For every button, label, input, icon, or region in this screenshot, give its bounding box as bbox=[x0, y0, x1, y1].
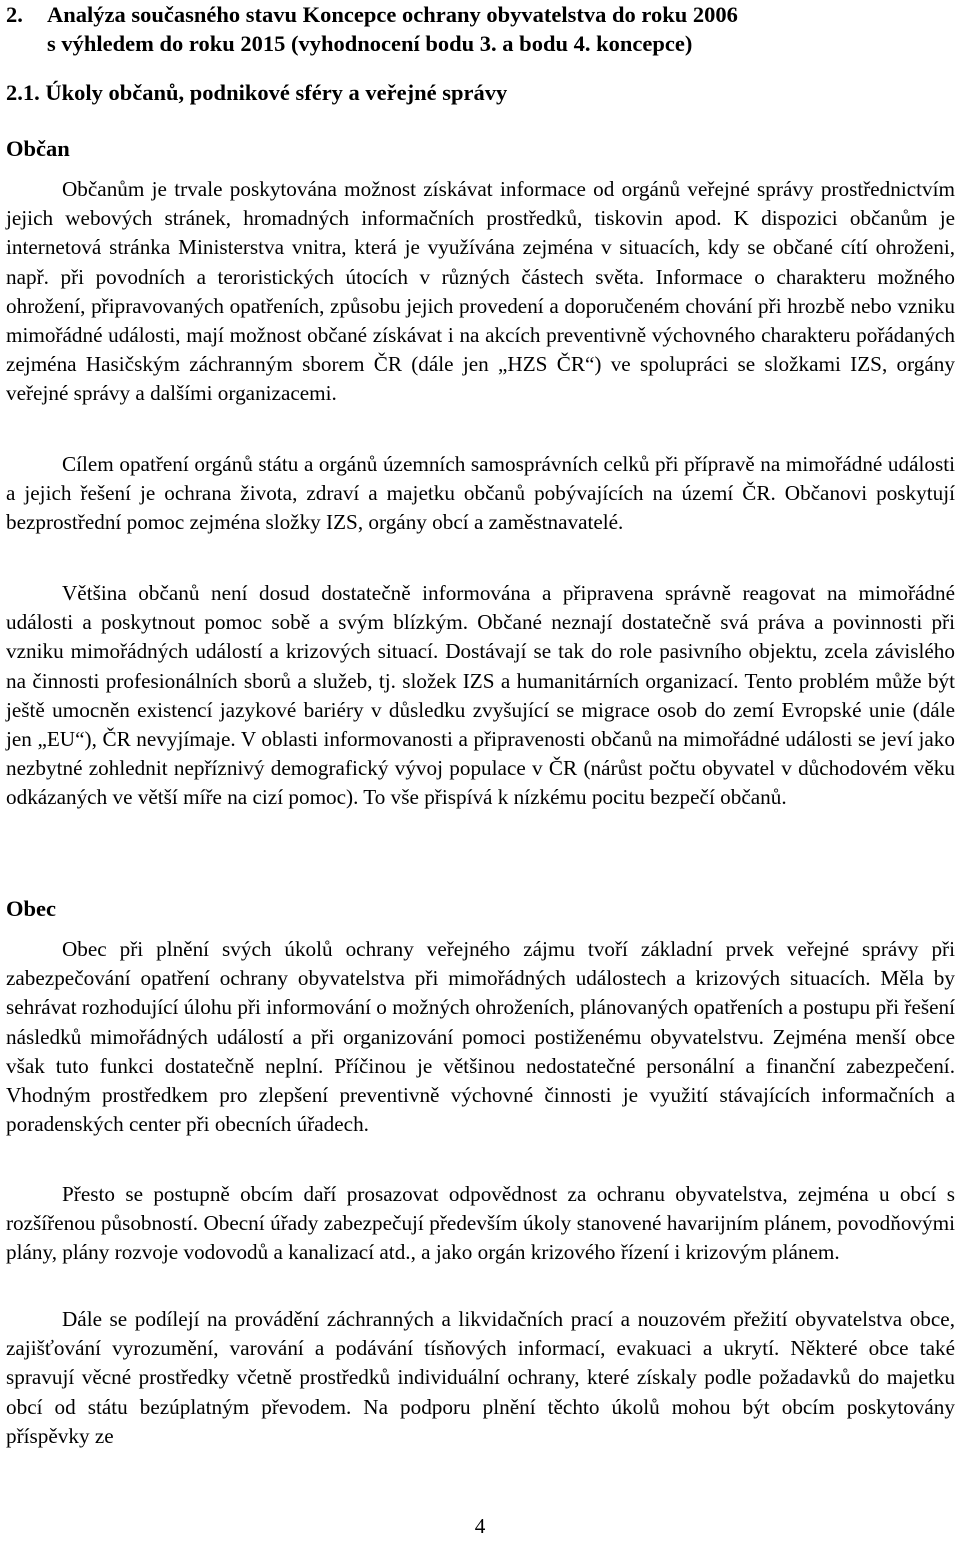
paragraph-obec-1: Obec při plnění svých úkolů ochrany veřejného zájmu tvoří základní prvek veřejné správy při zabezpečování opatření ochrany obyvatelstva při mimořádných událostech a krizových situacích. Měla by sehrávat rozhodující úlohu při informování o možných ohroženích, plánovaných opatřeních a postupu při řešení následků mimořádných událostí a při organizování pomoci postiženému obyvatelstvu. Zejména menší obce však tuto funkci dostatečně neplní. Příčinou je většinou nedostatečné personální a finanční zabezpečení. Vhodným prostředkem pro zlepšení preventivně výchovné činnosti je využití stávajících informačních a poradenských center při obecních úřadech. bbox=[6, 937, 955, 1137]
paragraph-obec-2: Přesto se postupně obcím daří prosazovat odpovědnost za ochranu obyvatelstva, zejména u obcí s rozšířenou působností. Obecní úřady zabezpečují především úkoly stanovené havarijním plánem, povodňovými plány, plány rozvoje vodovodů a kanalizací atd., a jako orgán krizového řízení i krizovým plánem. bbox=[6, 1182, 955, 1265]
paragraph-obcan-3: Většina občanů není dosud dostatečně informována a připravena správně reagovat na mimořádné události a poskytnout pomoc sobě a svým blízkým. Občané neznají dostatečně svá práva a povinnosti při vzniku mimořádných událostí a krizových situací. Dostávají se tak do role pasivního objektu, zcela závislého na činnosti profesionálních sborů a služeb, tj. složek IZS a humanitárních organizací. Tento problém může být ještě umocněn existencí jazykové bariéry v důsledku zvyšující se migrace osob do zemí Evropské unie (dále jen „EU“), ČR nevyjímaje. V oblasti informovanosti a připravenosti občanů na mimořádné události se jeví jako nezbytné zohlednit nepříznivý demografický vývoj populace v ČR (nárůst počtu obyvatel v důchodovém věku odkázaných ve větší míře na cizí pomoc). To vše přispívá k nízkému pocitu bezpečí občanů. bbox=[6, 581, 955, 810]
chapter-heading bbox=[6, 0, 946, 58]
paragraph-obec-3: Dále se podílejí na provádění záchranných a likvidačních prací a nouzovém přežití obyvatelstva obce, zajišťování vyrozumění, varování a podávání tísňových informací, evakuaci a ukrytí. Některé obce také spravují věcné prostředky včetně prostředků individuální ochrany, které získaly podle požadavků do majetku obcí od státu bezúplatným převodem. Na podporu plnění těchto úkolů mohou být obcím poskytovány příspěvky ze bbox=[6, 1307, 955, 1448]
subsection-title-obec: Obec bbox=[6, 896, 56, 921]
chapter-number: 2. bbox=[6, 2, 23, 27]
paragraph-obcan-1: Občanům je trvale poskytována možnost získávat informace od orgánů veřejné správy prostřednictvím jejich webových stránek, hromadných informačních prostředků, tiskovin apod. K dispozici občanům je internetová stránka Ministerstva vnitra, která je využívána zejména v situacích, kdy se občané cítí ohroženi, např. při povodních a teroristických útocích v různých částech světa. Informace o charakteru možného ohrožení, připravovaných opatřeních, způsobu jejich provedení a doporučeném chování při hrozbě nebo vzniku mimořádné události, mají možnost občané získávat i na akcích preventivně výchovného charakteru pořádaných zejména Hasičským záchranným sborem ČR (dále jen „HZS ČR“) ve spolupráci se složkami IZS, orgány veřejné správy a dalšími organizacemi. bbox=[6, 177, 955, 406]
paragraph-obcan-2: Cílem opatření orgánů státu a orgánů územních samosprávních celků při přípravě na mimořádné události a jejich řešení je ochrana života, zdraví a majetku občanů pobývajících na území ČR. Občanovi poskytují bezprostřední pomoc zejména složky IZS, orgány obcí a zaměstnavatelé. bbox=[6, 452, 955, 535]
chapter-title-line-2: s výhledem do roku 2015 (vyhodnocení bodu 3. a bodu 4. koncepce) bbox=[47, 31, 693, 56]
page-number: 4 bbox=[474, 1514, 486, 1538]
subsection-title-obcan: Občan bbox=[6, 136, 70, 161]
chapter-title-line-1: Analýza současného stavu Koncepce ochrany obyvatelstva do roku 2006 bbox=[47, 2, 738, 27]
section-heading: 2.1. Úkoly občanů, podnikové sféry a veřejné správy bbox=[6, 80, 508, 105]
